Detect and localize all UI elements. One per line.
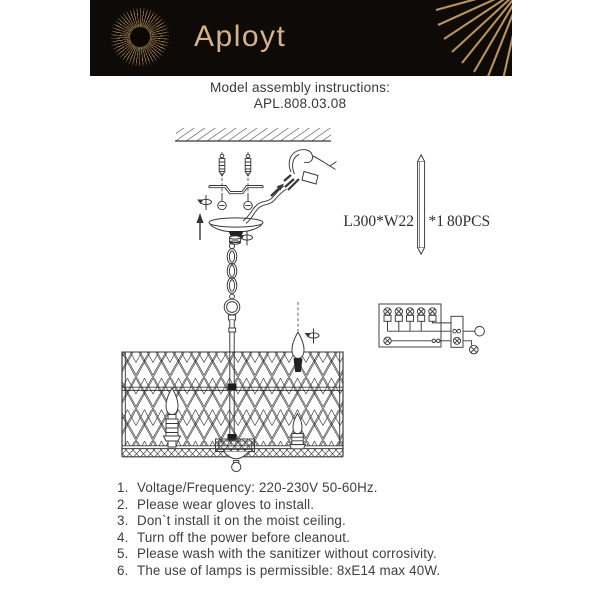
wiring-diagram (379, 304, 484, 354)
instruction-item (117, 513, 517, 530)
instruction-item (117, 530, 517, 547)
hanging-chain (224, 243, 240, 320)
instruction-number: 5. (117, 546, 129, 562)
instruction-item (117, 497, 517, 514)
assembly-diagram (100, 116, 500, 480)
rod-dimensions-label: L300*W22 (343, 213, 414, 230)
page-title: Model assembly instructions: (209, 80, 391, 95)
mounting-bracket (209, 186, 263, 194)
rotation-arrow-icon (198, 195, 211, 210)
instruction-number: 1. (117, 480, 129, 495)
title-block (0, 80, 600, 112)
rotation-arrow-icon (306, 329, 319, 344)
instruction-text: Turn off the power before cleanout. (137, 529, 350, 545)
rod-quantity-label: *1 (428, 213, 444, 230)
brand-name: Aployt (194, 20, 287, 53)
rod-count-label: 80PCS (447, 213, 491, 230)
instruction-text: Don`t install it on the moist ceiling. (137, 513, 346, 529)
instruction-number: 6. (117, 562, 129, 578)
instruction-text: Please wash with the sanitizer without corrosivity. (137, 546, 437, 562)
brand-banner (90, 0, 512, 76)
instruction-text: Please wear gloves to install. (137, 496, 315, 512)
rod-labels (343, 213, 490, 230)
up-arrow-icon (196, 213, 203, 240)
model-number: APL.808.03.08 (253, 96, 347, 111)
instruction-item (117, 480, 517, 497)
instruction-text: Voltage/Frequency: 220-230V 50-60Hz. (137, 480, 378, 495)
instruction-list (117, 480, 517, 579)
ceiling-canopy (209, 218, 263, 244)
instruction-text: The use of lamps is permissible: 8xE14 max 40W. (137, 562, 441, 578)
instruction-number: 4. (117, 529, 129, 545)
instruction-number: 3. (117, 513, 129, 529)
wire-connection-detail (243, 150, 337, 224)
instruction-item (117, 563, 517, 580)
anchor-screws (218, 152, 252, 210)
instruction-item (117, 546, 517, 563)
crystal-rod (418, 155, 425, 254)
ceiling-hatch (175, 128, 331, 141)
corner-rays-icon (90, 0, 512, 76)
instruction-number: 2. (117, 496, 129, 512)
